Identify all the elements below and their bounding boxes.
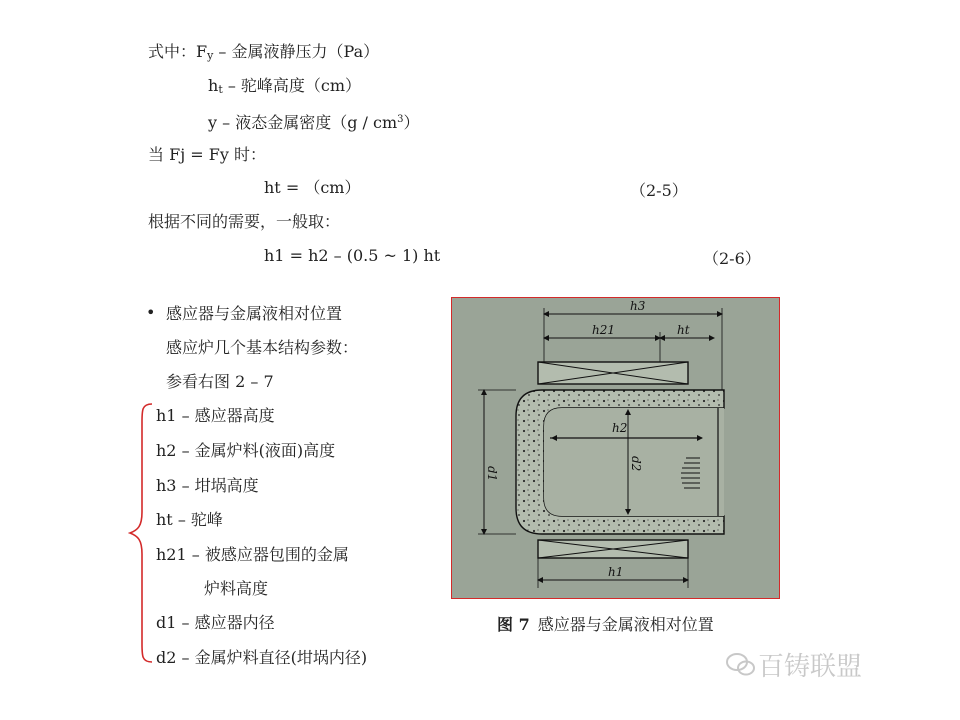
fy-symbol: F [196, 42, 208, 61]
y-line [208, 110, 420, 133]
param-h21: h21 – 被感应器包围的金属 [156, 545, 349, 564]
need-line: 根据不同的需要，一般取： [148, 212, 341, 231]
fy-description: – 金属液静压力（Pa） [213, 42, 380, 61]
label-d2: d2 [629, 456, 643, 472]
equation-number-2-6: （2-6） [703, 249, 761, 268]
equation-number-2-5: （2-5） [630, 181, 688, 200]
caption-number: 图 7 [497, 615, 530, 634]
y-superscript: 3 [397, 114, 404, 125]
param-ht: ht – 驼峰 [156, 510, 223, 529]
label-h3: h3 [630, 299, 646, 313]
equation-2-5: ht = （cm） [264, 178, 361, 197]
param-h2: h2 – 金属炉料(液面)高度 [156, 441, 336, 460]
figure-caption [497, 612, 714, 635]
watermark-text: 百铸联盟 [758, 652, 863, 682]
ht-description: – 驼峰高度（cm） [222, 76, 362, 95]
ht-symbol: h [208, 76, 219, 95]
y-description: y – 液态金属密度（g / cm [208, 113, 398, 132]
y-close: ） [403, 113, 420, 132]
section-subtitle: 感应炉几个基本结构参数： [166, 338, 359, 357]
diagram-figure [451, 297, 780, 599]
section-reference: 参看右图 2 – 7 [166, 372, 274, 391]
label-h2: h2 [612, 421, 628, 435]
bullet-dot: • [146, 303, 156, 322]
param-h21-cont: 炉料高度 [204, 579, 269, 598]
label-h1: h1 [608, 565, 624, 579]
where-intro: 式中： [148, 42, 197, 61]
ht-subscript: t [218, 83, 223, 96]
when-line: 当 Fj = Fy 时： [148, 145, 266, 164]
label-d1: d1 [485, 466, 499, 482]
caption-text: 感应器与金属液相对位置 [537, 615, 714, 634]
ht-line [208, 76, 361, 100]
section-title: 感应器与金属液相对位置 [166, 304, 343, 323]
label-ht: ht [677, 323, 690, 337]
where-line [148, 42, 379, 66]
param-d2: d2 – 金属炉料直径(坩埚内径) [156, 648, 368, 667]
fy-subscript: y [207, 49, 214, 62]
curly-brace-icon [128, 402, 156, 664]
crucible-diagram [452, 298, 779, 598]
equation-2-6: h1 = h2 – (0.5 ~ 1) ht [264, 246, 441, 265]
param-h3: h3 – 坩埚高度 [156, 476, 259, 495]
wechat-icon [726, 652, 756, 678]
param-h1: h1 – 感应器高度 [156, 406, 275, 425]
label-h21: h21 [592, 323, 615, 337]
param-d1: d1 – 感应器内径 [156, 613, 275, 632]
